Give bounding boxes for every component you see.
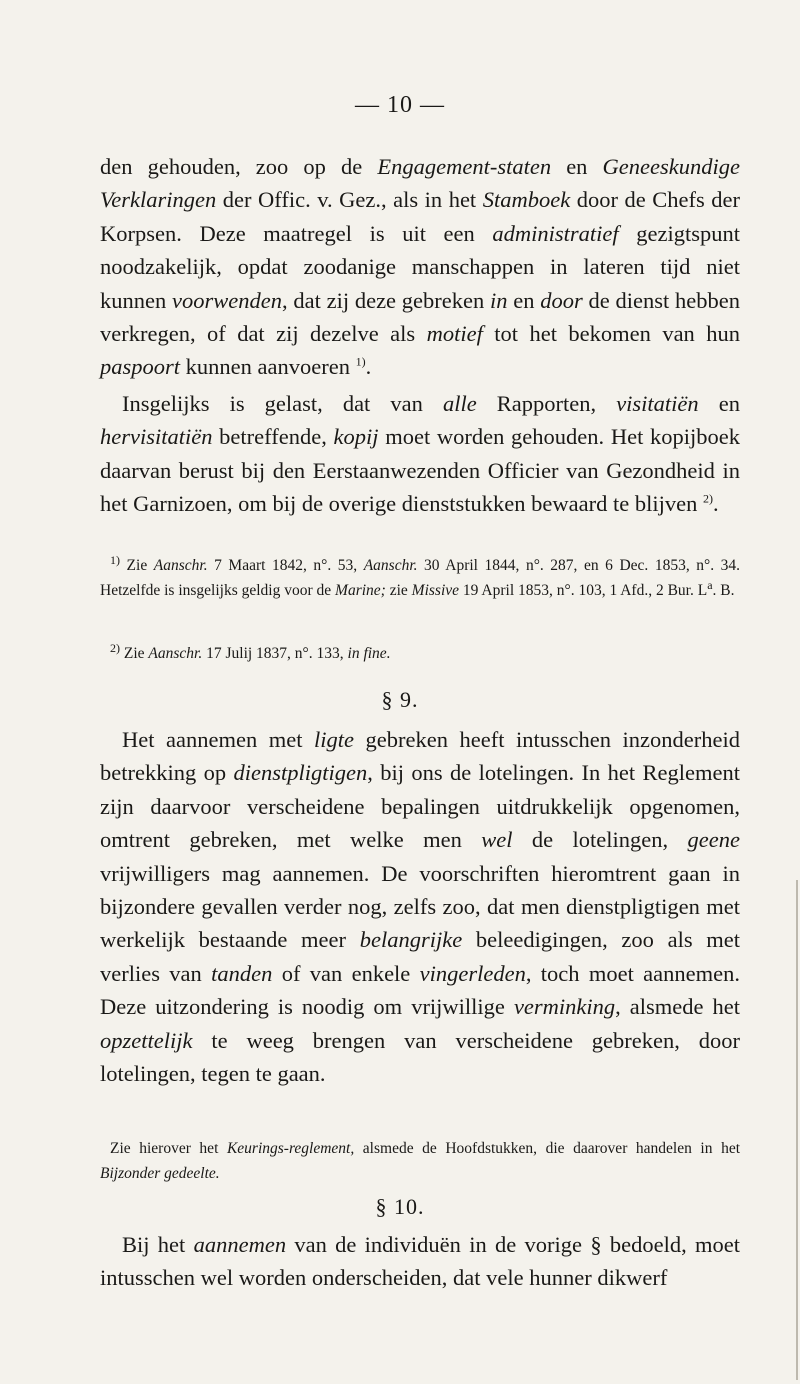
paragraph-ligte-gebreken (100, 723, 740, 1090)
paragraph-text: den gehouden, zoo op de Engagement-staten en Geneeskundige Verklaringen der Offic. v. Gez., als in het Stamboek door de Chefs der Korpsen. Deze maatregel is uit een administratief gezigtspunt noodzakelijk, opdat zoodanige manschappen in lateren tijd niet kunnen voorwenden, dat zij deze gebreken in en door de dienst hebben verkregen, of dat zij dezelve als motief tot het bekomen van hun paspoort kunnen aanvoeren $^{1)}$. (100, 154, 740, 380)
footnote-marker: 1) (110, 552, 120, 567)
paragraph-rapporten (100, 387, 740, 521)
footnote-text: $^{1)}$ Zie Aanschr. 7 Maart 1842, n°. 53, Aanschr. 30 April 1844, n°. 287, en 6 Dec. 1853, n°. 34. Hetzelfde is insgelijks geldig voor de Marine; zie Missive 19 April 1853, n°. 103, 1 Afd., 2 Bur. $L^a$. B. (100, 552, 740, 599)
paragraph-aannemen (100, 1228, 740, 1295)
footnote-2 (100, 641, 740, 666)
section-heading-10: § 10. (375, 1194, 425, 1219)
note-text: Zie hierover het Keurings-reglement, alsmede de Hoofdstukken, die daarover handelen in het Bijzonder gedeelte. (100, 1140, 741, 1182)
page-edge (796, 880, 798, 1380)
section-heading-9: § 9. (381, 687, 419, 712)
paragraph-text: Bij het aannemen van de individuën in de vorige § bedoeld, moet intusschen wel worden onderscheiden, dat vele hunner dikwerf (100, 1232, 740, 1291)
footnote-marker: 2) (110, 640, 120, 655)
paragraph-text: Het aannemen met ligte gebreken heeft intusschen inzonderheid betrekking op dienstpligtigen, bij ons de lotelingen. In het Reglement zijn daarvoor verscheidene bepalingen uitdrukkelijk opgenomen, omtrent gebreken, met welke men wel de lotelingen, geene vrijwilligers mag aannemen. De voorschriften hieromtrent gaan in bijzondere gevallen verder nog, zelfs zoo, dat men dienstpligtigen met werkelijk bestaande meer belangrijke beleedigingen, zoo als met verlies van tanden of van enkele vingerleden, toch moet aannemen. Deze uitzondering is noodig om vrijwillige verminking, alsmede het opzettelijk te weeg brengen van verscheidene gebreken, door lotelingen, tegen te gaan. (100, 727, 741, 1087)
footnote-text: $^{2)}$ Zie Aanschr. 17 Julij 1837, n°. 133, in fine. (110, 640, 391, 662)
page-number: — 10 — (355, 92, 445, 118)
footnote-1 (100, 553, 740, 603)
footnote-ref-2: 2) (702, 491, 713, 506)
paragraph-engagement-staten (100, 150, 740, 384)
footnote-ref-1: 1) (355, 354, 366, 369)
paragraph-text: Insgelijks is gelast, dat van alle Rapporten, visitatiën en hervisitatiën betreffende, kopij moet worden gehouden. Het kopijboek daarvan berust bij den Eerstaanwezenden Officier van Gezondheid in het Garnizoen, om bij de overige dienststukken bewaard te blijven $^{2)}$. (100, 391, 740, 517)
note-keurings-reglement (100, 1136, 740, 1186)
